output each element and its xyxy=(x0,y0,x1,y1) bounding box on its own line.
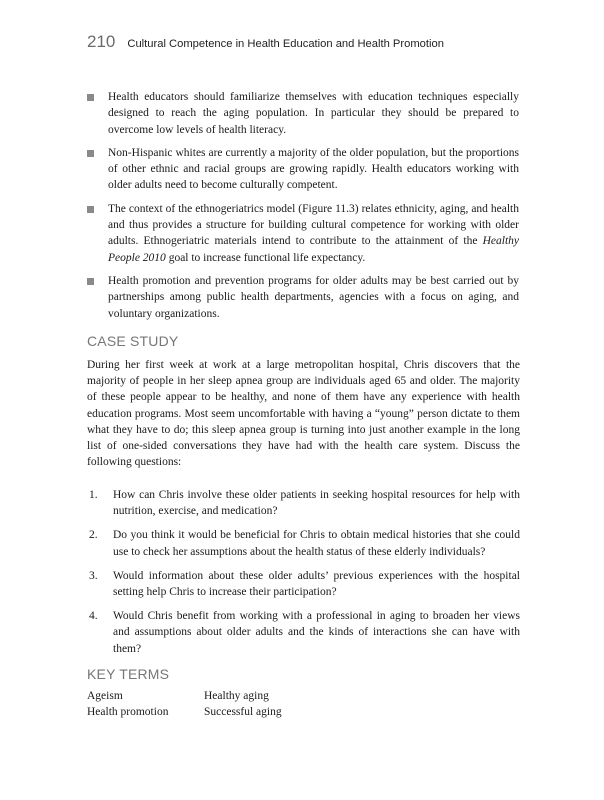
bullet-text-after: goal to increase functional life expectancy. xyxy=(165,251,366,264)
bullet-item xyxy=(87,273,519,322)
question-text: Do you think it would be beneficial for Chris to obtain medical histories that she could use to check her assumptions about the health status of these elderly individuals? xyxy=(113,529,520,558)
bullet-text: Non-Hispanic whites are currently a majority of the older population, but the proportions of other ethnic and racial groups are growing rapidly. Health educators working with older adults need to become culturally competent. xyxy=(108,146,519,192)
bullet-item xyxy=(87,201,519,266)
question-text: Would Chris benefit from working with a professional in aging to broaden her views and assumptions about older adults and the kinds of interactions she can have with them? xyxy=(113,610,520,655)
question-item xyxy=(87,527,520,559)
case-study-heading: CASE STUDY xyxy=(87,333,179,349)
key-term: Health promotion xyxy=(87,706,169,719)
question-text: Would information about these older adults’ previous experiences with the hospital setting help Chris to increase their participation? xyxy=(113,569,520,599)
square-bullet-icon xyxy=(87,150,94,157)
question-item xyxy=(87,568,520,600)
question-number: 1. xyxy=(89,489,98,501)
bullet-text: Health promotion and prevention programs for older adults may be best carried out by partnerships among public health departments, agencies with a focus on aging, and voluntary organizations. xyxy=(108,274,519,320)
question-item xyxy=(87,608,520,657)
square-bullet-icon xyxy=(87,94,94,101)
square-bullet-icon xyxy=(87,206,94,213)
case-study-paragraph: During her first week at work at a large metropolitan hospital, Chris discovers that the majority of people in her sleep apnea group are individuals aged 65 and older. The majority of these people appear to be healthy, and none of them have any experience with health education programs. Most seem uncomfortable with having a “young” person dictate to them what they have to do; this sleep apnea group is turning into just another example in the long list of one-sided conversations they have had with the health care system. Discuss the following questions: xyxy=(87,359,520,469)
key-terms-heading: KEY TERMS xyxy=(87,666,170,682)
page-number: 210 xyxy=(87,32,116,51)
square-bullet-icon xyxy=(87,278,94,285)
bullet-item xyxy=(87,145,519,194)
question-number: 3. xyxy=(89,569,98,582)
question-number: 4. xyxy=(89,610,98,623)
key-terms-list xyxy=(87,688,407,720)
key-term: Healthy aging xyxy=(204,690,269,702)
running-head-title: Cultural Competence in Health Education and Health Promotion xyxy=(127,38,444,50)
bullet-item xyxy=(87,89,519,138)
running-head xyxy=(87,32,527,54)
question-number: 2. xyxy=(89,529,98,542)
bullet-text-before: The context of the ethnogeriatrics model (Figure 11.3) relates ethnicity, aging, and health and thus provides a structure for building cultural competence for working with older adults. Ethnogeriatric materials intend to contribute to the attainment of the xyxy=(108,202,519,248)
case-study-question-list xyxy=(87,487,520,665)
question-item xyxy=(87,487,520,519)
bullet-text: Health educators should familiarize themselves with education techniques especially designed to reach the aging population. In particular they should be prepared to overcome low levels of health literacy. xyxy=(108,91,519,136)
question-text: How can Chris involve these older patients in seeking hospital resources for help with nutrition, exercise, and medication? xyxy=(113,489,520,518)
key-term: Successful aging xyxy=(204,706,282,719)
key-term: Ageism xyxy=(87,690,123,702)
summary-bullet-list xyxy=(87,89,519,329)
healthy-people-title: Healthy People 2010 xyxy=(108,235,519,264)
